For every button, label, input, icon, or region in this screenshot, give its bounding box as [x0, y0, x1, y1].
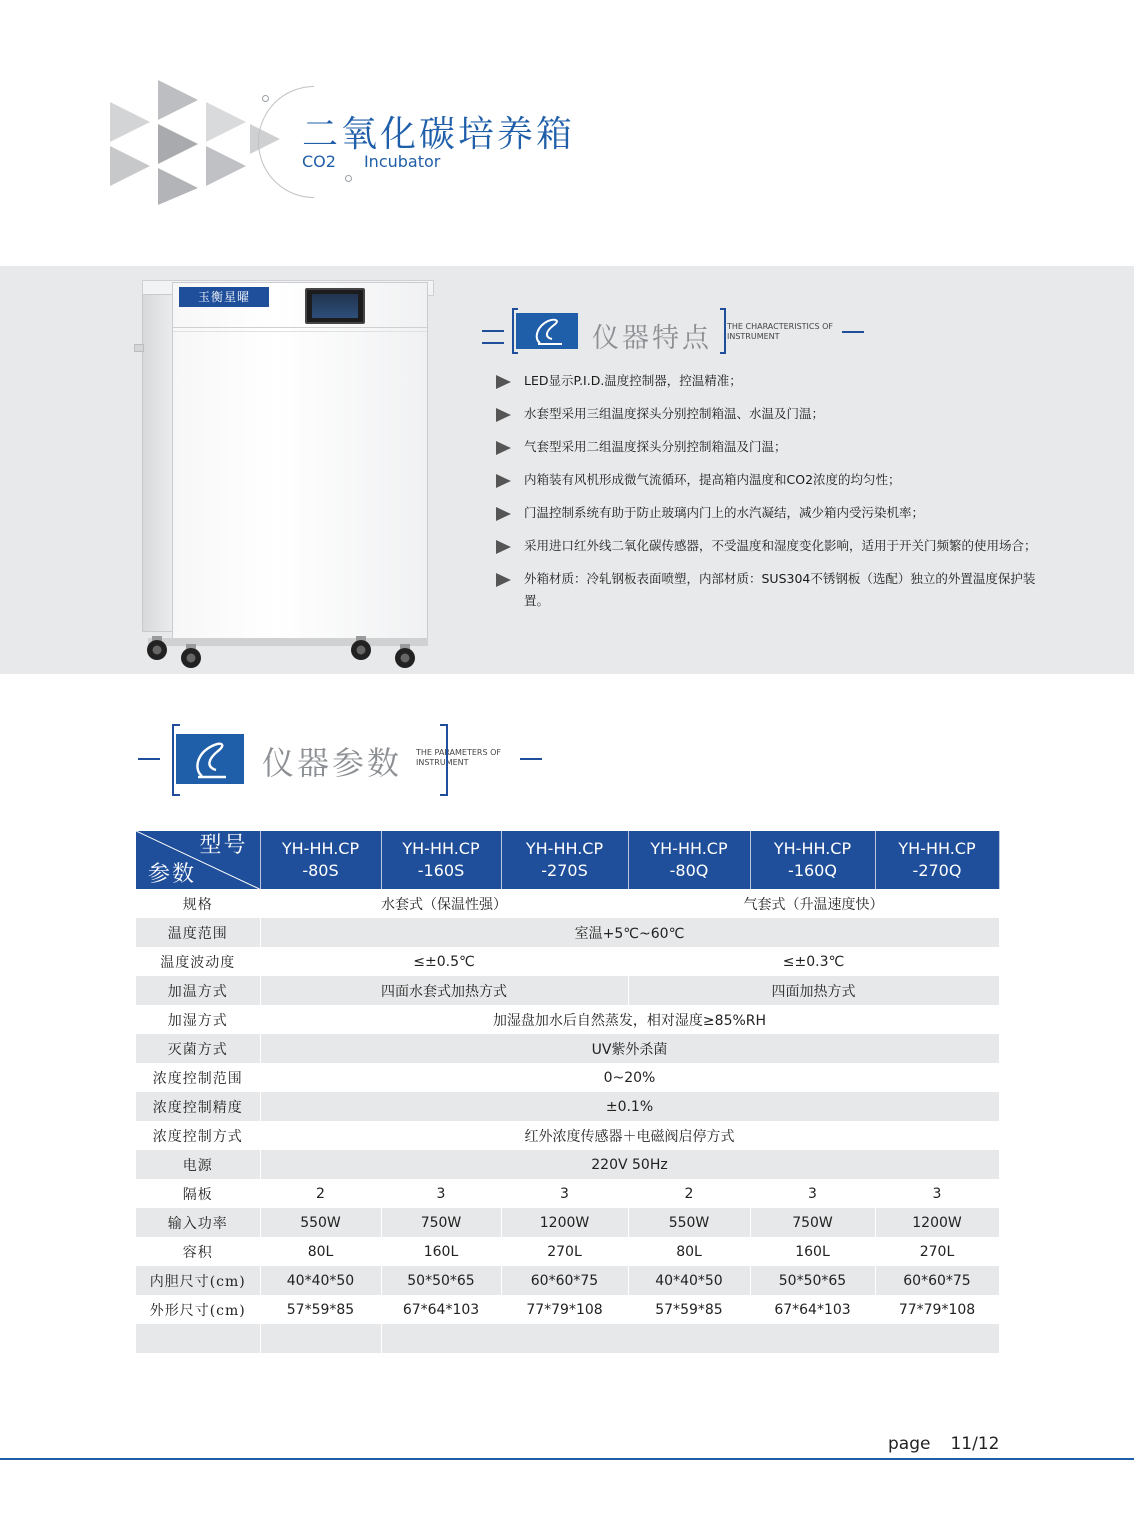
row-label: 浓度控制方式 — [136, 1121, 260, 1150]
table-cell: 80L — [260, 1237, 381, 1266]
table-row — [136, 976, 999, 1005]
model-header: YH-HH.CP -160Q — [750, 831, 875, 889]
model-header: YH-HH.CP -80S — [260, 831, 381, 889]
incubator-valve — [134, 344, 144, 352]
params-title-en: THE PARAMETERS OF INSTRUMENT — [416, 748, 501, 767]
page-number: page 11/12 — [888, 1434, 1000, 1454]
arrow-icon — [496, 375, 511, 389]
table-corner-cell: 型号 参数 — [136, 831, 260, 889]
row-label: 浓度控制范围 — [136, 1063, 260, 1092]
table-row — [136, 1005, 999, 1034]
table-cell: 3 — [501, 1179, 628, 1208]
table-row — [136, 889, 999, 918]
table-cell: 3 — [750, 1179, 875, 1208]
subtitle-name: Incubator — [363, 152, 441, 171]
arrow-icon — [496, 474, 511, 488]
table-header-row — [136, 831, 999, 889]
params-heading — [138, 724, 558, 796]
table-row — [136, 1295, 999, 1324]
table-row — [136, 1034, 999, 1063]
table-cell: 加湿盘加水后自然蒸发，相对湿度≥85%RH — [260, 1005, 999, 1034]
table-cell: 77*79*108 — [875, 1295, 999, 1324]
table-row — [136, 1266, 999, 1295]
table-row — [136, 918, 999, 947]
arrow-icon — [496, 573, 511, 587]
row-label: 规格 — [136, 889, 260, 918]
row-label: 加湿方式 — [136, 1005, 260, 1034]
table-cell: 67*64*103 — [381, 1295, 501, 1324]
incubator-brand-label: 玉衡星曜 — [179, 287, 269, 307]
incubator-side — [142, 294, 176, 632]
wheel-icon — [147, 640, 167, 660]
table-cell: 1200W — [875, 1208, 999, 1237]
wheel-icon — [395, 648, 415, 668]
features-list — [494, 370, 1054, 623]
table-cell: 160L — [381, 1237, 501, 1266]
row-label: 输入功率 — [136, 1208, 260, 1237]
table-cell: 0~20% — [260, 1063, 999, 1092]
row-label: 灭菌方式 — [136, 1034, 260, 1063]
arc-dot-top — [262, 95, 269, 102]
table-cell: 160L — [750, 1237, 875, 1266]
table-cell: 室温+5℃~60℃ — [260, 918, 999, 947]
table-row — [136, 1092, 999, 1121]
row-label: 内胆尺寸(cm) — [136, 1266, 260, 1295]
table-cell: 2 — [260, 1179, 381, 1208]
table-row — [136, 947, 999, 976]
parameters-table — [136, 831, 1000, 1353]
incubator-display-screen — [305, 288, 365, 324]
table-cell: 60*60*75 — [875, 1266, 999, 1295]
table-cell: UV紫外杀菌 — [260, 1034, 999, 1063]
feature-item: 水套型采用三组温度探头分别控制箱温、水温及门温； — [494, 403, 1054, 425]
feature-item: 外箱材质：冷轧钢板表面喷塑，内部材质：SUS304不锈钢板（选配）独立的外置温度保护装置。 — [494, 568, 1054, 612]
arrow-icon — [496, 408, 511, 422]
table-cell: ±0.1% — [260, 1092, 999, 1121]
table-cell: 77*79*108 — [501, 1295, 628, 1324]
table-row — [136, 1150, 999, 1179]
wheel-icon — [351, 640, 371, 660]
table-cell: 57*59*85 — [260, 1295, 381, 1324]
arc-dot-bottom — [345, 175, 352, 182]
row-label: 隔板 — [136, 1179, 260, 1208]
arrow-icon — [496, 540, 511, 554]
params-title: 仪器参数 — [262, 744, 403, 782]
table-cell: 气套式（升温速度快） — [628, 889, 999, 918]
model-header: YH-HH.CP -160S — [381, 831, 501, 889]
table-cell: 80L — [628, 1237, 750, 1266]
table-cell: 四面加热方式 — [628, 976, 999, 1005]
row-label: 温度波动度 — [136, 947, 260, 976]
table-cell: ≤±0.3℃ — [628, 947, 999, 976]
table-cell: 220V 50Hz — [260, 1150, 999, 1179]
table-cell: 550W — [628, 1208, 750, 1237]
table-cell: 3 — [381, 1179, 501, 1208]
table-cell: ≤±0.5℃ — [260, 947, 628, 976]
table-cell: 2 — [628, 1179, 750, 1208]
row-label: 外形尺寸(cm) — [136, 1295, 260, 1324]
table-cell: 40*40*50 — [628, 1266, 750, 1295]
table-cell: 1200W — [501, 1208, 628, 1237]
table-cell: 270L — [875, 1237, 999, 1266]
row-label: 电源 — [136, 1150, 260, 1179]
table-cell: 红外浓度传感器＋电磁阀启停方式 — [260, 1121, 999, 1150]
table-cell: 50*50*65 — [750, 1266, 875, 1295]
table-cell: 60*60*75 — [501, 1266, 628, 1295]
feature-item: 门温控制系统有助于防止玻璃内门上的水汽凝结，减少箱内受污染机率； — [494, 502, 1054, 524]
incubator-product-image — [134, 280, 434, 680]
model-header: YH-HH.CP -80Q — [628, 831, 750, 889]
model-header: YH-HH.CP -270Q — [875, 831, 999, 889]
table-cell: 750W — [381, 1208, 501, 1237]
model-header: YH-HH.CP -270S — [501, 831, 628, 889]
table-cell: 3 — [875, 1179, 999, 1208]
table-cell: 67*64*103 — [750, 1295, 875, 1324]
quill-icon — [516, 313, 578, 349]
table-row — [136, 1237, 999, 1266]
table-cell: 57*59*85 — [628, 1295, 750, 1324]
table-row — [136, 1208, 999, 1237]
table-row — [136, 1063, 999, 1092]
page-title: 二氧化碳培养箱 — [302, 114, 576, 155]
table-cell: 50*50*65 — [381, 1266, 501, 1295]
table-cell: 水套式（保温性强） — [260, 889, 628, 918]
arrow-icon — [496, 441, 511, 455]
table-cell: 40*40*50 — [260, 1266, 381, 1295]
feature-item: LED显示P.I.D.温度控制器，控温精准； — [494, 370, 1054, 392]
page-subtitle — [302, 152, 440, 171]
table-cell: 750W — [750, 1208, 875, 1237]
table-row — [136, 1121, 999, 1150]
table-cell: 550W — [260, 1208, 381, 1237]
features-title: 仪器特点 — [592, 323, 712, 354]
row-label: 容积 — [136, 1237, 260, 1266]
feature-item: 采用进口红外线二氧化碳传感器，不受温度和湿度变化影响，适用于开关门频繁的使用场合； — [494, 535, 1054, 557]
table-row-empty — [136, 1324, 999, 1353]
feature-item: 气套型采用二组温度探头分别控制箱温及门温； — [494, 436, 1054, 458]
incubator-front — [172, 282, 428, 644]
quill-icon — [176, 734, 244, 784]
subtitle-model: CO2 — [302, 152, 336, 171]
wheel-icon — [181, 648, 201, 668]
table-cell: 四面水套式加热方式 — [260, 976, 628, 1005]
row-label: 浓度控制精度 — [136, 1092, 260, 1121]
arrow-icon — [496, 507, 511, 521]
features-title-en: THE CHARACTERISTICS OF INSTRUMENT — [727, 322, 834, 341]
footer-divider — [0, 1458, 1134, 1460]
feature-item: 内箱装有风机形成微气流循环，提高箱内温度和CO2浓度的均匀性； — [494, 469, 1054, 491]
table-row — [136, 1179, 999, 1208]
row-label: 加温方式 — [136, 976, 260, 1005]
table-cell: 270L — [501, 1237, 628, 1266]
row-label: 温度范围 — [136, 918, 260, 947]
